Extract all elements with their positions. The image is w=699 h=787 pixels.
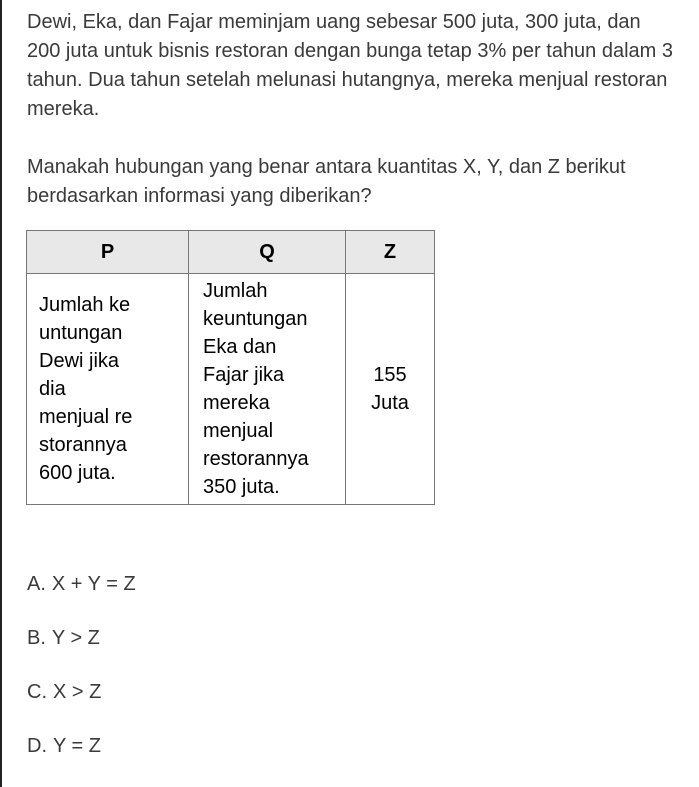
- cell-q-text: Jumlah keuntungan Eka dan Fajar jika mereka menjual restorannya 350 juta.: [203, 280, 309, 498]
- option-a-label: A.: [27, 573, 46, 595]
- option-a-text: X + Y = Z: [51, 573, 136, 595]
- question-paragraph-2: Manakah hubungan yang benar antara kuantitas X, Y, dan Z berikut berdasarkan informasi yang diberikan?: [27, 156, 626, 207]
- question-text: [27, 8, 677, 211]
- question-paragraph-1: Dewi, Eka, dan Fajar meminjam uang sebesar 500 juta, 300 juta, dan 200 juta untuk bisnis restoran dengan bunga tetap 3% per tahun dalam 3 tahun. Dua tahun setelah melunasi hutangnya, mereka menjual restoran mereka.: [27, 11, 674, 120]
- option-a[interactable]: [27, 566, 136, 620]
- table-row: [27, 274, 435, 505]
- table-header-z: Z: [346, 231, 435, 274]
- left-border-line: [0, 0, 2, 787]
- table-cell-z: [346, 274, 435, 505]
- option-c-label: C.: [27, 681, 47, 703]
- table-cell-q: [189, 274, 346, 505]
- option-c-text: X > Z: [53, 681, 102, 703]
- option-b[interactable]: [27, 620, 136, 674]
- option-b-label: B.: [27, 627, 46, 649]
- option-b-text: Y > Z: [51, 627, 100, 649]
- option-c[interactable]: [27, 674, 136, 728]
- table-header-p: P: [27, 231, 189, 274]
- option-d-text: Y = Z: [53, 735, 101, 757]
- cell-p-text: Jumlah ke untungan Dewi jika dia menjual re storannya 600 juta.: [39, 294, 133, 484]
- table-cell-p: [27, 274, 189, 505]
- option-d-label: D.: [27, 735, 47, 757]
- cell-z-text: 155 Juta: [371, 364, 409, 414]
- option-d[interactable]: [27, 728, 136, 782]
- table-header-row: [27, 231, 435, 274]
- quantity-table: [26, 230, 435, 505]
- table-header-q: Q: [189, 231, 346, 274]
- answer-options: [27, 566, 136, 782]
